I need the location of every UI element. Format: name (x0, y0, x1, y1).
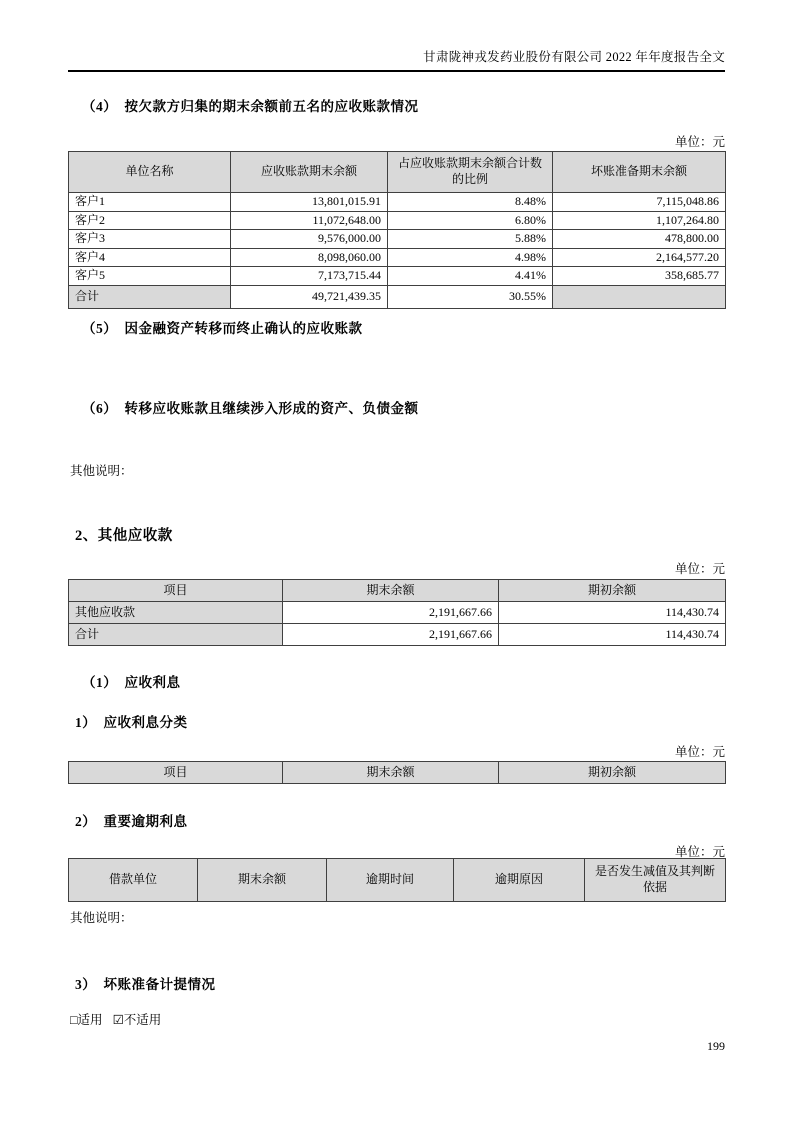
cell-bad-debt: 478,800.00 (553, 230, 726, 249)
section-heading-interest-classification: 1） 应收利息分类 (75, 715, 188, 730)
cell-proportion: 6.80% (388, 211, 553, 230)
cell-balance: 7,173,715.44 (231, 267, 388, 286)
cell-bad-debt: 2,164,577.20 (553, 248, 726, 267)
overdue-interest-table (68, 858, 726, 902)
column-header-ending-balance: 应收账款期末余额 (231, 152, 388, 193)
report-header-title: 甘肃陇神戎发药业股份有限公司 2022 年年度报告全文 (423, 50, 725, 64)
checkbox-applicable-label: □适用 (70, 1013, 103, 1027)
unit-label-interest-classification: 单位：元 (674, 745, 725, 759)
checkbox-not-applicable-label: ☑不适用 (112, 1013, 162, 1027)
table-header-row (69, 580, 726, 602)
cell-total-bad-debt (553, 285, 726, 308)
table-row (69, 211, 726, 230)
column-header-beginning-balance: 期初余额 (499, 580, 726, 602)
table-row (69, 193, 726, 212)
cell-item: 其他应收款 (69, 602, 283, 624)
cell-balance: 9,576,000.00 (231, 230, 388, 249)
cell-proportion: 8.48% (388, 193, 553, 212)
table-row (69, 602, 726, 624)
page-number: 199 (707, 1039, 725, 1053)
column-header-bad-debt: 坏账准备期末余额 (553, 152, 726, 193)
table-row (69, 248, 726, 267)
top5-receivables-table (68, 151, 726, 309)
cell-bad-debt: 7,115,048.86 (553, 193, 726, 212)
column-header-ending-balance: 期末余额 (283, 762, 499, 784)
cell-total-balance: 49,721,439.35 (231, 285, 388, 308)
unit-label-top5: 单位：元 (674, 135, 725, 149)
column-header-impairment-judgement: 是否发生减值及其判断依据 (585, 859, 726, 902)
column-header-overdue-reason: 逾期原因 (454, 859, 585, 902)
other-receivables-table (68, 579, 726, 646)
section-heading-overdue-interest: 2） 重要逾期利息 (75, 814, 188, 829)
column-header-borrower: 借款单位 (69, 859, 198, 902)
table-header-row (69, 762, 726, 784)
column-header-ending-balance: 期末余额 (198, 859, 327, 902)
cell-proportion: 4.98% (388, 248, 553, 267)
column-header-overdue-time: 逾期时间 (327, 859, 454, 902)
column-header-beginning-balance: 期初余额 (499, 762, 726, 784)
table-total-row (69, 624, 726, 646)
cell-bad-debt: 358,685.77 (553, 267, 726, 286)
column-header-item: 项目 (69, 580, 283, 602)
unit-label-overdue-interest: 单位：元 (674, 845, 725, 859)
cell-balance: 11,072,648.00 (231, 211, 388, 230)
section-heading-top5-receivables: （4） 按欠款方归集的期末余额前五名的应收账款情况 (82, 99, 419, 114)
cell-ending-balance: 2,191,667.66 (283, 624, 499, 646)
interest-classification-table (68, 761, 726, 784)
cell-customer: 客户1 (69, 193, 231, 212)
table-row (69, 230, 726, 249)
cell-beginning-balance: 114,430.74 (499, 602, 726, 624)
cell-customer: 客户5 (69, 267, 231, 286)
table-row (69, 267, 726, 286)
section-heading-continuing-involvement: （6） 转移应收账款且继续涉入形成的资产、负债金额 (82, 401, 419, 416)
table-total-row (69, 285, 726, 308)
cell-ending-balance: 2,191,667.66 (283, 602, 499, 624)
unit-label-other-receivables: 单位：元 (674, 562, 725, 576)
cell-proportion: 4.41% (388, 267, 553, 286)
cell-customer: 客户3 (69, 230, 231, 249)
cell-total-label: 合计 (69, 624, 283, 646)
cell-customer: 客户2 (69, 211, 231, 230)
applicability-line (70, 1010, 161, 1028)
cell-balance: 8,098,060.00 (231, 248, 388, 267)
section-heading-transfer-derecognition: （5） 因金融资产转移而终止确认的应收账款 (82, 321, 363, 336)
cell-customer: 客户4 (69, 248, 231, 267)
header-divider (68, 70, 725, 72)
column-header-proportion: 占应收账款期末余额合计数的比例 (388, 152, 553, 193)
other-notes-label-1: 其他说明： (70, 464, 133, 478)
table-header-row (69, 152, 726, 193)
cell-proportion: 5.88% (388, 230, 553, 249)
section-heading-other-receivables: 2、其他应收款 (75, 528, 173, 544)
cell-total-label: 合计 (69, 285, 231, 308)
cell-bad-debt: 1,107,264.80 (553, 211, 726, 230)
cell-total-proportion: 30.55% (388, 285, 553, 308)
table-header-row (69, 859, 726, 902)
column-header-ending-balance: 期末余额 (283, 580, 499, 602)
section-heading-interest-receivable: （1） 应收利息 (82, 675, 181, 690)
column-header-item: 项目 (69, 762, 283, 784)
cell-beginning-balance: 114,430.74 (499, 624, 726, 646)
section-heading-bad-debt-provision: 3） 坏账准备计提情况 (75, 977, 216, 992)
cell-balance: 13,801,015.91 (231, 193, 388, 212)
column-header-unit-name: 单位名称 (69, 152, 231, 193)
other-notes-label-2: 其他说明： (70, 911, 133, 925)
